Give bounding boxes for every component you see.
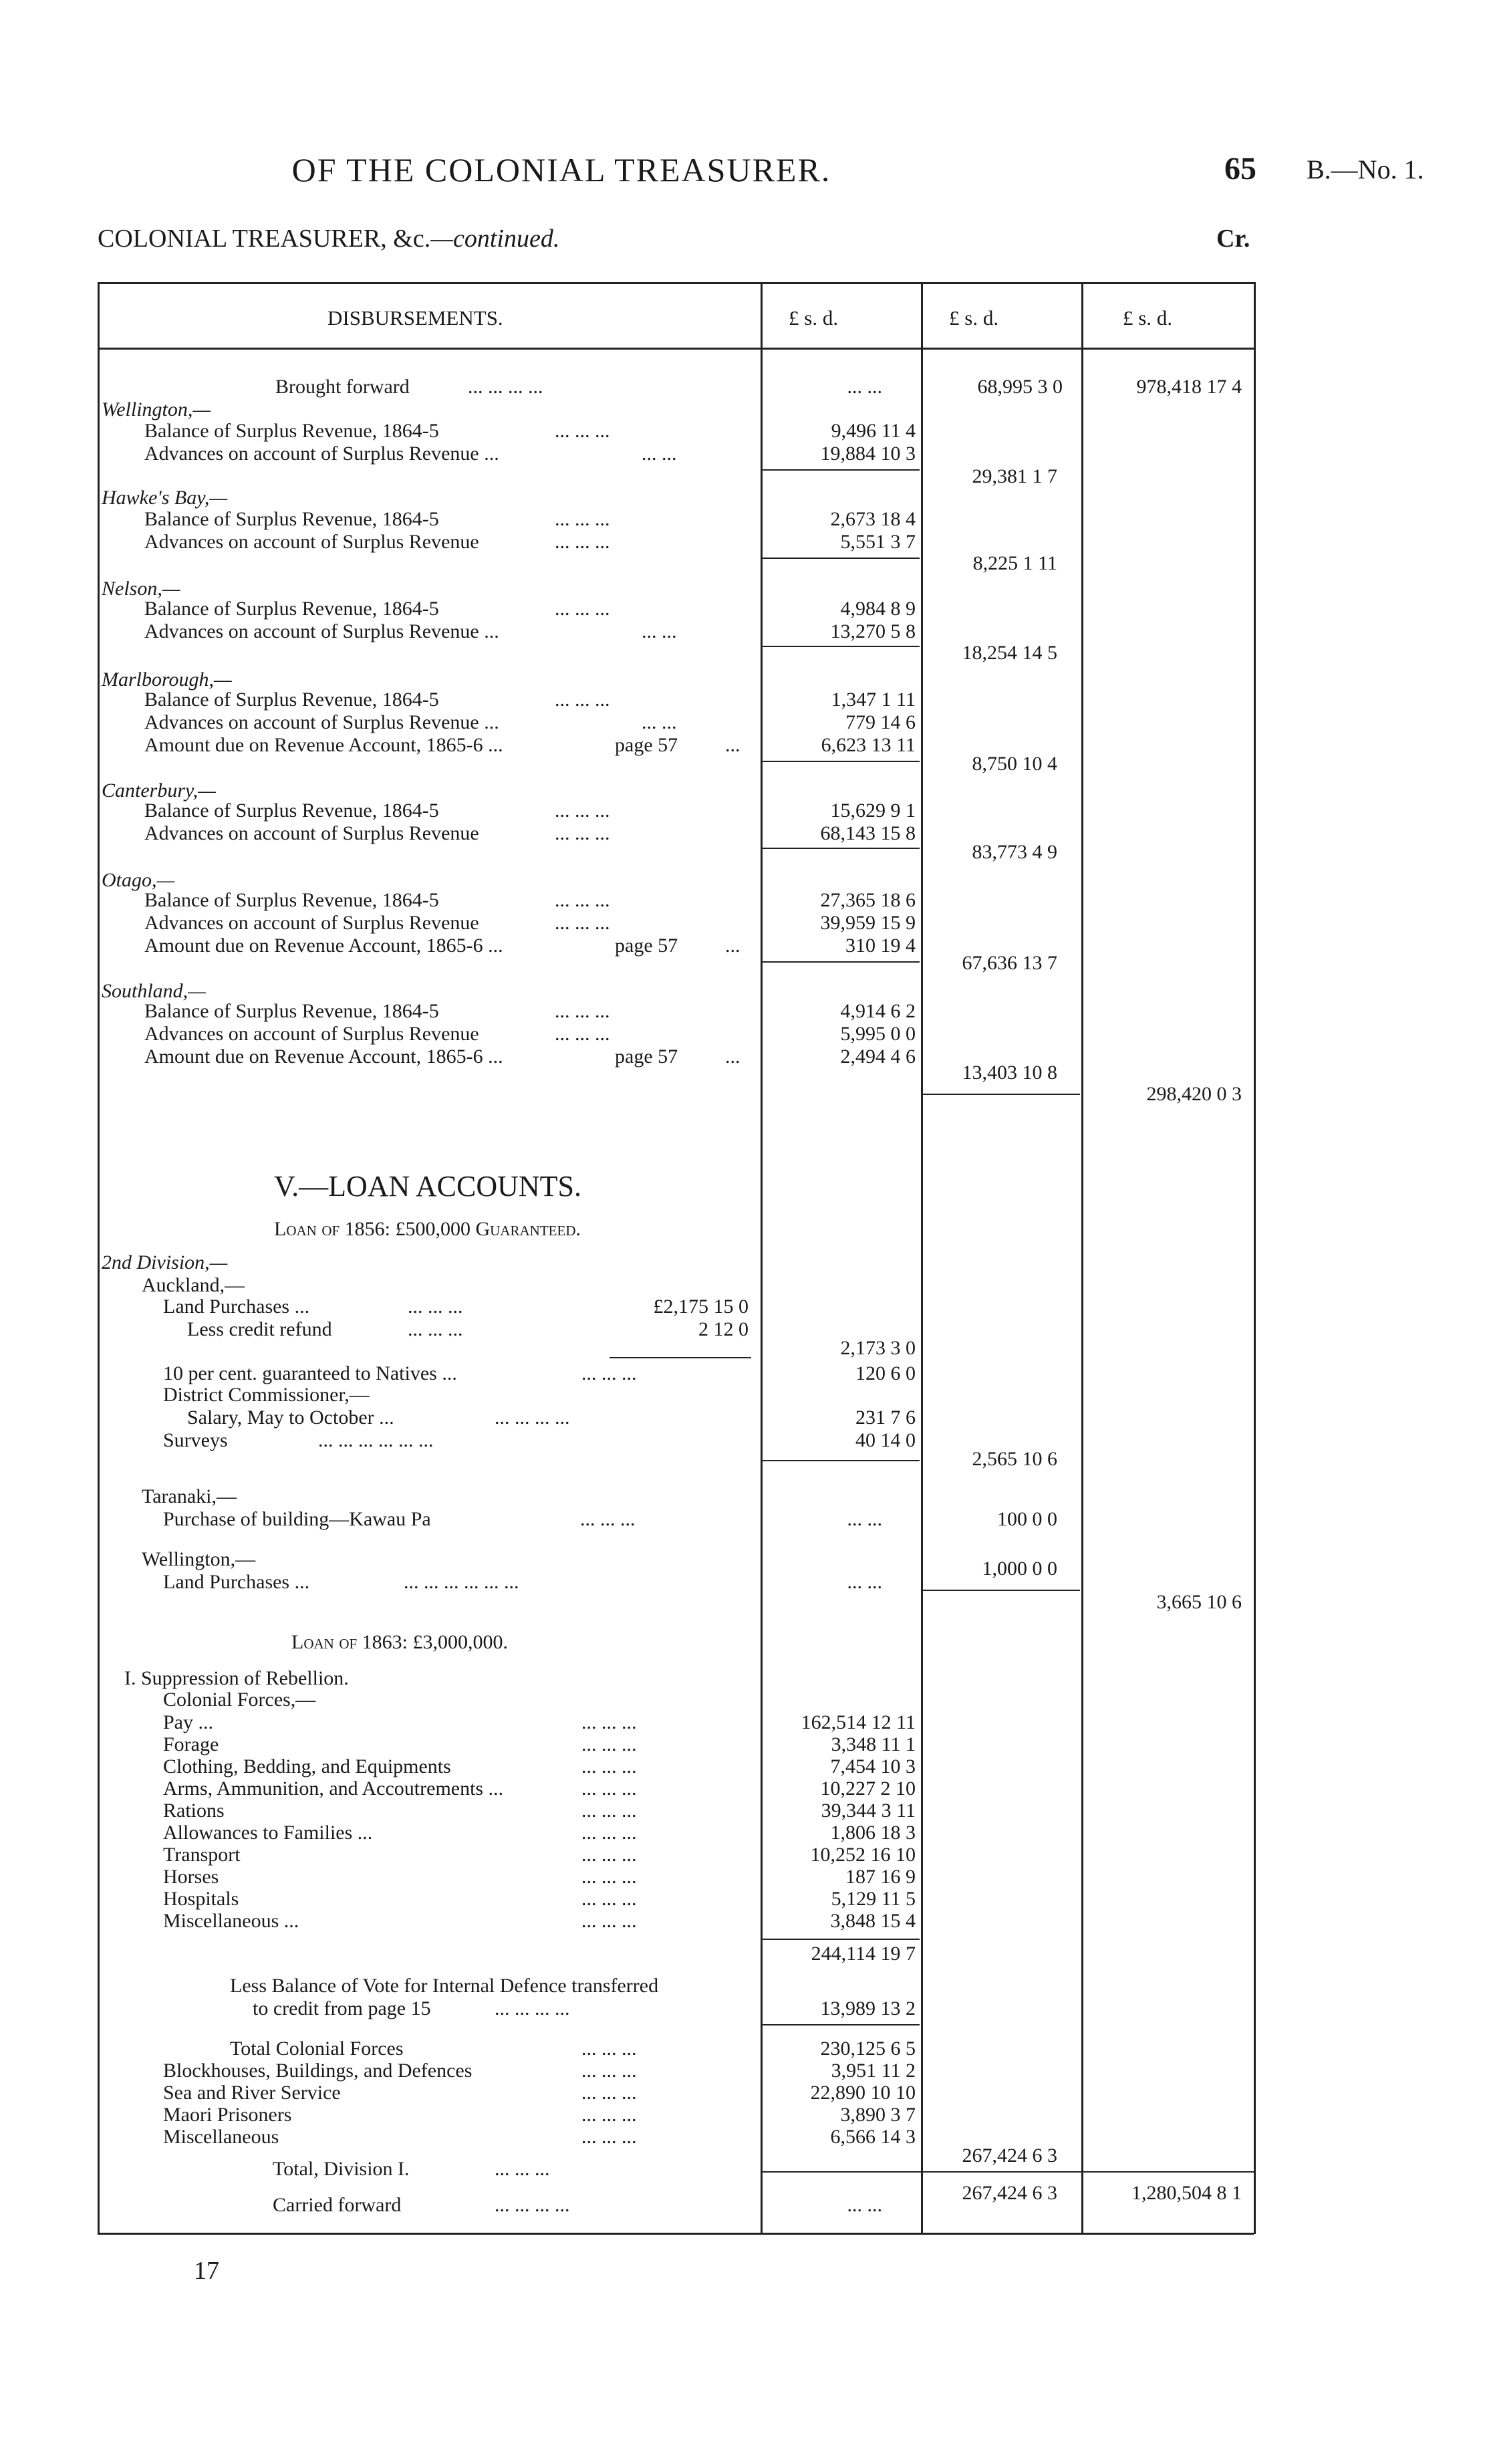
- table-row: 2,173 3 0: [840, 1337, 916, 1359]
- table-row: 1,000 0 0: [982, 1558, 1057, 1580]
- table-row: Balance of Surplus Revenue, 1864-5 ... ... ... 2,673 18 4: [144, 508, 916, 530]
- table-row: 244,114 19 7: [811, 1943, 916, 1965]
- table-row: Balance of Surplus Revenue, 1864-5 ... ... ... 4,984 8 9: [144, 598, 916, 620]
- table-row: 8,750 10 4: [972, 753, 1057, 775]
- table-row: to credit from page 15 ... ... ... ... 13,989 13 2: [253, 1997, 916, 2019]
- table-row: Arms, Ammunition, and Accoutrements ... ... ... ... 10,227 2 10: [163, 1777, 916, 1800]
- table-row: Brought forward ... ... ... ... ... ... 68,995 3 0 978,418 17 4: [275, 376, 1242, 398]
- table-row: Total, Division I. ... ... ...: [273, 2158, 550, 2180]
- signature-mark: 17: [194, 2257, 219, 2285]
- table-row: Carried forward ... ... ... ... ... ...: [273, 2194, 882, 2216]
- col3-header: £ s. d.: [1123, 306, 1173, 330]
- table-row: 83,773 4 9: [972, 841, 1057, 863]
- table-row: Advances on account of Surplus Revenue ... ... ... 19,884 10 3: [144, 443, 916, 465]
- table-row: Auckland,—: [142, 1274, 245, 1296]
- table-row: Total Colonial Forces ... ... ... 230,125 6 5: [230, 2038, 916, 2060]
- table-row: 13,403 10 8: [962, 1062, 1057, 1084]
- table-row: 8,225 1 11: [972, 552, 1057, 574]
- table-row: Otago,—: [102, 869, 175, 891]
- table-row: Advances on account of Surplus Revenue ... ... ... 13,270 5 8: [144, 620, 916, 642]
- table-row: Land Purchases ... ... ... ... £2,175 15 0: [163, 1296, 749, 1318]
- table-row: Transport ... ... ... 10,252 16 10: [163, 1844, 916, 1866]
- table-row: 3,665 10 6: [1156, 1591, 1242, 1613]
- table-row: I. Suppression of Rebellion.: [124, 1667, 349, 1689]
- table-row: Amount due on Revenue Account, 1865-6 ... page 57 ... 6,623 13 11: [144, 734, 916, 756]
- table-row: Hospitals ... ... ... 5,129 11 5: [163, 1888, 916, 1910]
- carried-rule: [762, 2171, 1254, 2173]
- subsection-heading: Loan of 1863: £3,000,000.: [291, 1631, 509, 1653]
- table-row: District Commissioner,—: [163, 1384, 370, 1406]
- table-row: Amount due on Revenue Account, 1865-6 ... page 57 ... 310 19 4: [144, 935, 916, 957]
- credit-side-label: Cr.: [1216, 225, 1250, 253]
- table-row: 29,381 1 7: [972, 465, 1057, 487]
- table-row: Nelson,—: [102, 578, 180, 600]
- col1-header: £ s. d.: [789, 306, 839, 330]
- subtotal-rule: [762, 1939, 920, 1940]
- table-row: Wellington,—: [142, 1548, 256, 1570]
- table-row: 267,424 6 3 1,280,504 8 1: [962, 2182, 1242, 2204]
- table-bottom-rule: [98, 2233, 1254, 2235]
- table-row: Sea and River Service ... ... ... 22,890 10 10: [163, 2082, 916, 2104]
- page-title: OF THE COLONIAL TREASURER.: [291, 151, 831, 189]
- table-row: Salary, May to October ... ... ... ... ... 231 7 6: [187, 1406, 916, 1429]
- table-row: 298,420 0 3: [1146, 1083, 1242, 1105]
- table-top-rule: [98, 282, 1254, 284]
- table-row: Purchase of building—Kawau Pa ... ... ... ... ... 100 0 0: [163, 1508, 1057, 1530]
- table-row: Allowances to Families ... ... ... ... 1,806 18 3: [163, 1822, 916, 1844]
- subsection-heading: Loan of 1856: £500,000 Guaranteed.: [274, 1218, 581, 1240]
- table-row: Less credit refund ... ... ... 2 12 0: [187, 1318, 749, 1340]
- header-bottom-rule: [98, 348, 1254, 350]
- table-row: Pay ... ... ... ... 162,514 12 11: [163, 1711, 916, 1733]
- table-row: Advances on account of Surplus Revenue ... ... ... 68,143 15 8: [144, 822, 916, 844]
- table-row: Surveys ... ... ... ... ... ... 40 14 0: [163, 1429, 916, 1451]
- table-row: Marlborough,—: [102, 668, 232, 691]
- table-row: Advances on account of Surplus Revenue ... ... ... 5,995 0 0: [144, 1023, 916, 1045]
- table-row: Blockhouses, Buildings, and Defences ... ... ... 3,951 11 2: [163, 2060, 916, 2082]
- table-row: Miscellaneous ... ... ... 6,566 14 3: [163, 2126, 916, 2148]
- table-row: Taranaki,—: [142, 1485, 237, 1507]
- subtitle-text: COLONIAL TREASURER, &c.: [98, 225, 431, 253]
- table-row: Less Balance of Vote for Internal Defence transferred: [230, 1975, 659, 1997]
- table-row: 2nd Division,—: [102, 1251, 228, 1273]
- table-row: Advances on account of Surplus Revenue ... ... ... 779 14 6: [144, 711, 916, 733]
- table-row: Advances on account of Surplus Revenue ... ... ... 39,959 15 9: [144, 912, 916, 934]
- table-row: Maori Prisoners ... ... ... 3,890 3 7: [163, 2104, 916, 2126]
- page-number: 65: [1224, 151, 1256, 187]
- table-row: Balance of Surplus Revenue, 1864-5 ... ... ... 1,347 1 11: [144, 689, 916, 711]
- section-subtitle: [98, 224, 559, 253]
- table-row: Advances on account of Surplus Revenue ... ... ... 5,551 3 7: [144, 531, 916, 553]
- col2-header: £ s. d.: [949, 306, 999, 330]
- table-row: Horses ... ... ... 187 16 9: [163, 1866, 916, 1888]
- table-row: Hawke's Bay,—: [102, 487, 228, 509]
- table-row: 10 per cent. guaranteed to Natives ... ... ... ... 120 6 0: [163, 1362, 916, 1384]
- subtotal-rule: [762, 2024, 920, 2025]
- table-row: Balance of Surplus Revenue, 1864-5 ... ... ... 27,365 18 6: [144, 889, 916, 911]
- subtitle-continued: —continued.: [430, 225, 560, 253]
- disbursements-header: DISBURSEMENTS.: [327, 306, 503, 330]
- table-row: Canterbury,—: [102, 779, 216, 802]
- table-row: 67,636 13 7: [962, 952, 1057, 974]
- document-reference: B.—No. 1.: [1307, 154, 1424, 184]
- table-row: 267,424 6 3: [962, 2144, 1057, 2167]
- table-row: 2,565 10 6: [972, 1448, 1057, 1470]
- table-row: Miscellaneous ... ... ... ... 3,848 15 4: [163, 1910, 916, 1932]
- table-row: Balance of Surplus Revenue, 1864-5 ... ... ... 4,914 6 2: [144, 1000, 916, 1022]
- table-row: Forage ... ... ... 3,348 11 1: [163, 1733, 916, 1755]
- table-row: Balance of Surplus Revenue, 1864-5 ... ... ... 15,629 9 1: [144, 799, 916, 822]
- table-row: Balance of Surplus Revenue, 1864-5 ... ... ... 9,496 11 4: [144, 420, 916, 442]
- table-row: Land Purchases ... ... ... ... ... ... ... ... ...: [163, 1571, 882, 1593]
- table-row: Clothing, Bedding, and Equipments ... ... ... 7,454 10 3: [163, 1755, 916, 1777]
- table-row: Southland,—: [102, 980, 206, 1002]
- table-row: Amount due on Revenue Account, 1865-6 ... page 57 ... 2,494 4 6: [144, 1045, 916, 1068]
- table-row: Wellington,—: [102, 398, 211, 420]
- table-row: Rations ... ... ... 39,344 3 11: [163, 1800, 916, 1822]
- table-row: 18,254 14 5: [962, 642, 1057, 664]
- section-heading: V.—LOAN ACCOUNTS.: [274, 1170, 582, 1203]
- table-row: Colonial Forces,—: [163, 1689, 316, 1711]
